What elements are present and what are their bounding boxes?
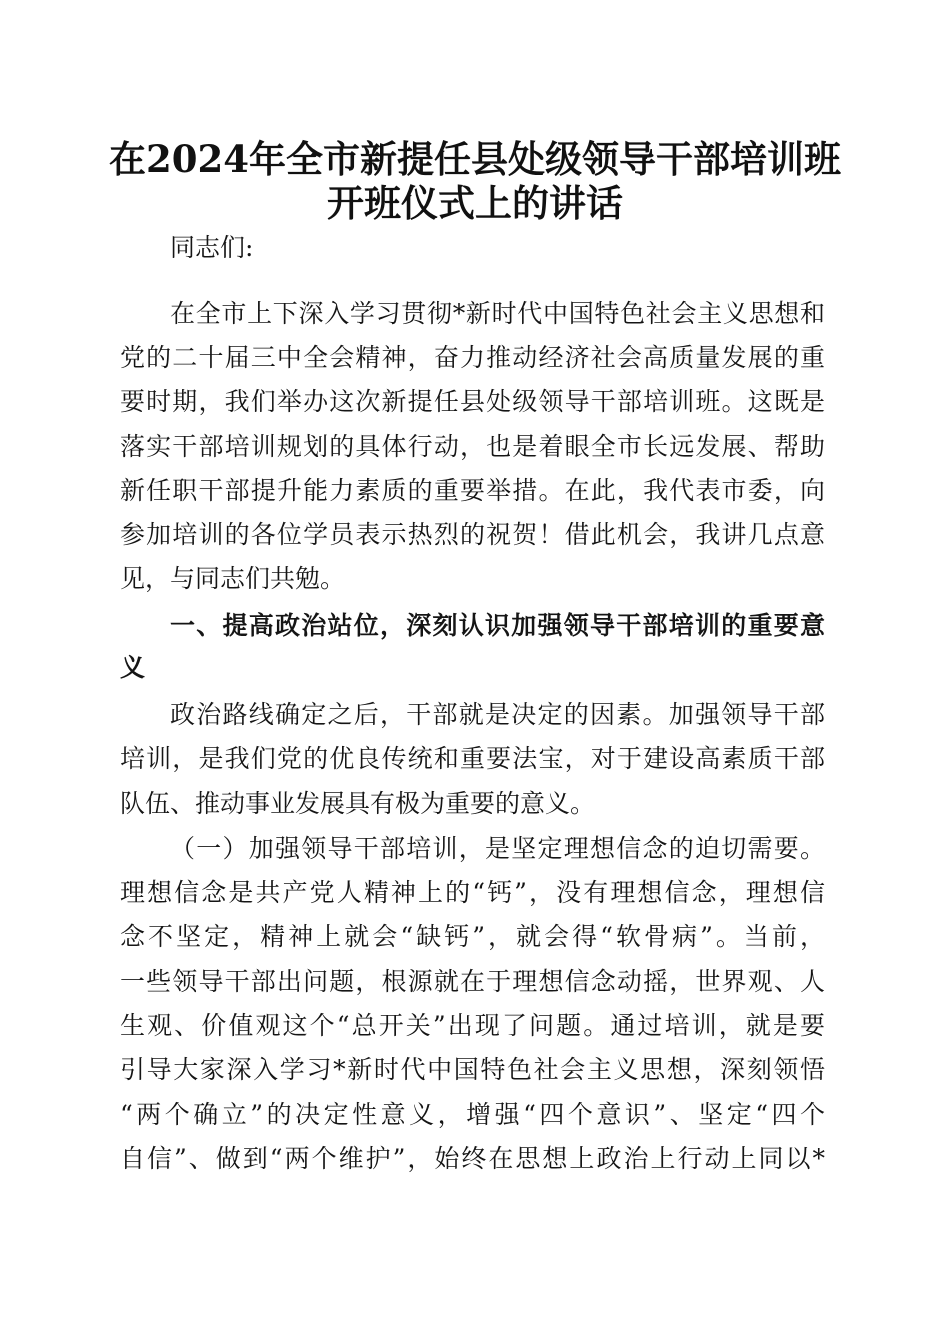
paragraph-line: 政治路线确定之后，干部就是决定的因素。加强领导干部 — [170, 700, 825, 729]
paragraph-line: 在全市上下深入学习贯彻*新时代中国特色社会主义思想和 — [170, 299, 825, 328]
paragraph-line: 新任职干部提升能力素质的重要举措。在此，我代表市委，向 — [120, 476, 825, 505]
paragraph-line: 落实干部培训规划的具体行动，也是着眼全市长远发展、帮助 — [120, 432, 825, 461]
document-title-line-1: 在2024年全市新提任县处级领导干部培训班 — [109, 137, 841, 181]
paragraph-line: 队伍、推动事业发展具有极为重要的意义。 — [120, 789, 596, 818]
subsection-heading: （一）加强领导干部培训，是坚定理想信念的迫切需要。 — [170, 834, 825, 863]
document-title-line-2: 开班仪式上的讲话 — [327, 181, 623, 225]
paragraph-line: “两个确立”的决定性意义，增强“四个意识”、坚定“四个 — [120, 1100, 825, 1129]
paragraph-line: 参加培训的各位学员表示热烈的祝贺！借此机会，我讲几点意 — [120, 520, 825, 549]
paragraph-line: 党的二十届三中全会精神，奋力推动经济社会高质量发展的重 — [120, 343, 825, 372]
paragraph-line: 培训，是我们党的优良传统和重要法宝，对于建设高素质干部 — [120, 744, 825, 773]
salutation: 同志们: — [170, 233, 254, 262]
section-heading-continuation: 义 — [120, 653, 146, 682]
paragraph-line: 一些领导干部出问题，根源就在于理想信念动摇，世界观、人 — [120, 967, 825, 996]
paragraph-line: 念不坚定，精神上就会“缺钙”，就会得“软骨病”。当前， — [120, 922, 825, 951]
paragraph-line: 理想信念是共产党人精神上的“钙”，没有理想信念，理想信 — [120, 878, 825, 907]
section-heading: 一、提高政治站位，深刻认识加强领导干部培训的重要意 — [170, 611, 825, 640]
paragraph-line: 见，与同志们共勉。 — [120, 564, 346, 593]
paragraph-line: 要时期，我们举办这次新提任县处级领导干部培训班。这既是 — [120, 387, 825, 416]
paragraph-line: 生观、价值观这个“总开关”出现了问题。通过培训，就是要 — [120, 1011, 825, 1040]
paragraph-line: 引导大家深入学习*新时代中国特色社会主义思想，深刻领悟 — [120, 1055, 825, 1084]
paragraph-line: 自信”、做到“两个维护”，始终在思想上政治上行动上同以* — [120, 1144, 825, 1173]
